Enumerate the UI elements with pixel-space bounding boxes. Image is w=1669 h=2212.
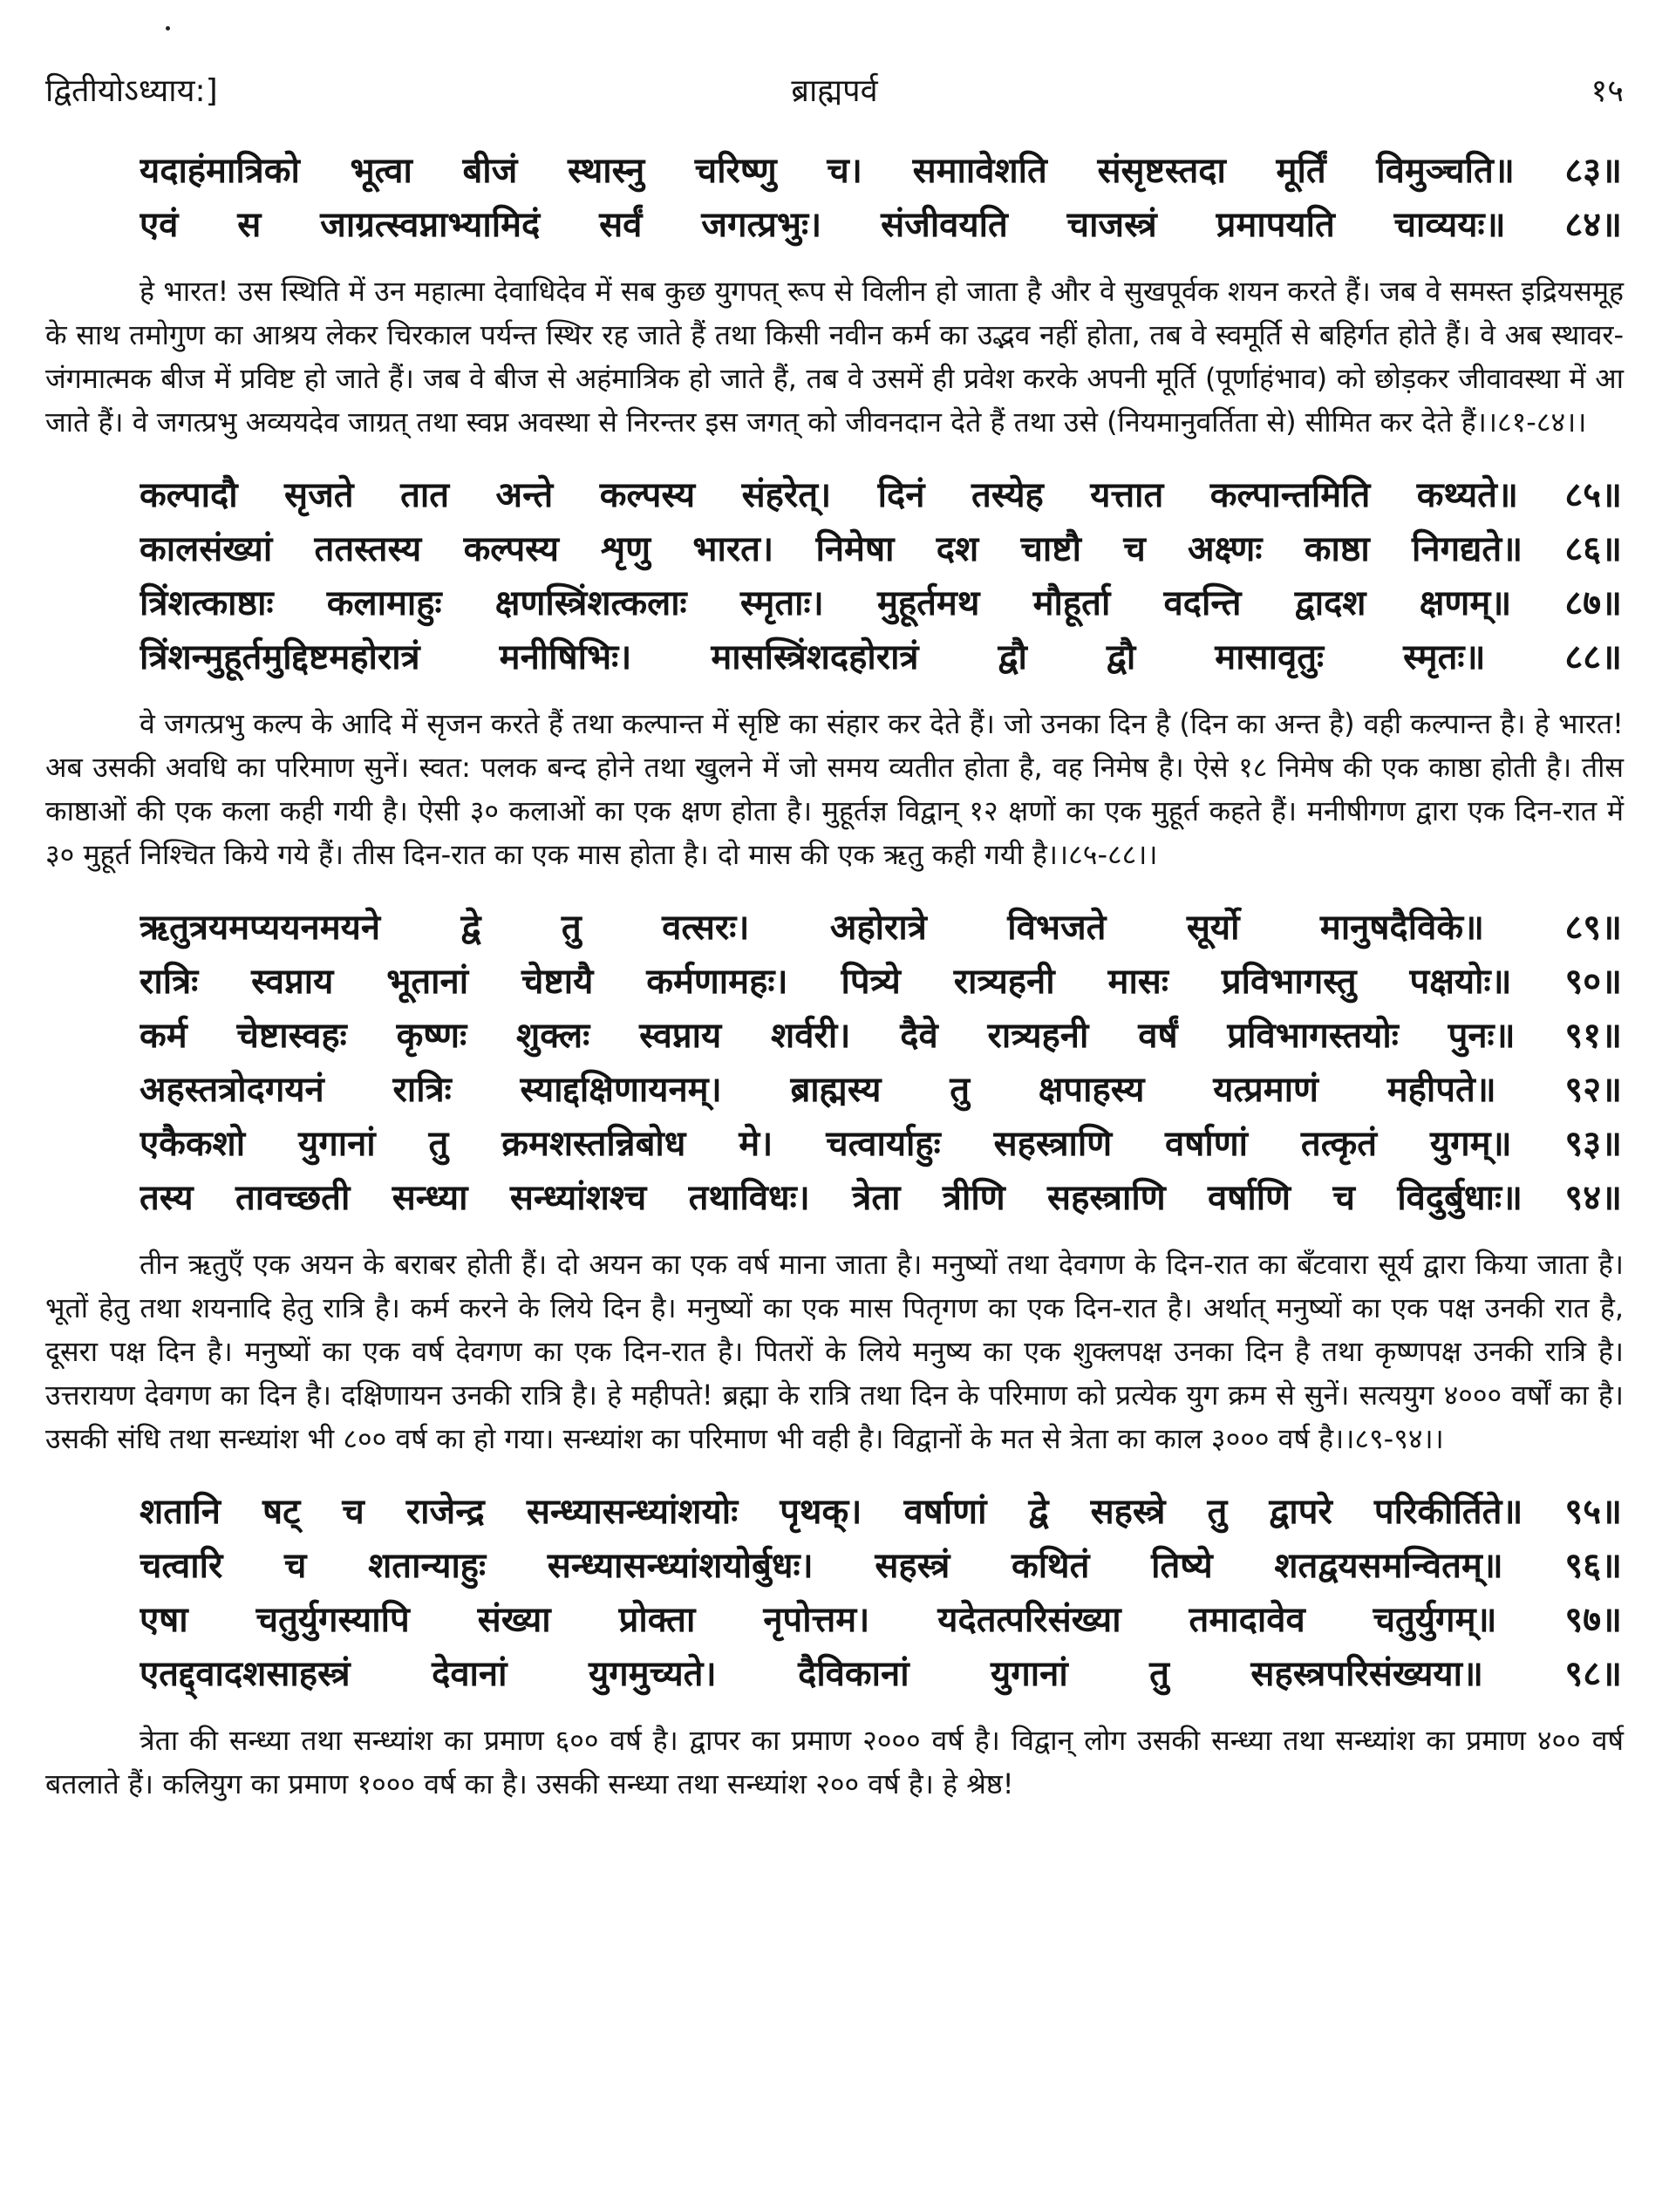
verse-line: कर्म चेष्टास्वहः कृष्णः शुक्लः स्वप्नाय शर्वरी। दैवे रात्र्यहनी वर्षं प्रविभागस्तयोः पुनः॥ ९१॥ bbox=[140, 1016, 1622, 1056]
verse-line: एकैकशो युगानां तु क्रमशस्तन्निबोध मे। चत्वार्याहुः सहस्त्राणि वर्षाणां तत्कृतं युगम्॥ ९३॥ bbox=[140, 1124, 1622, 1164]
verse-block-83-84 bbox=[140, 144, 1622, 252]
verse-line: एषा चतुर्युगस्यापि संख्या प्रोक्ता नृपोत्तम। यदेतत्परिसंख्या तमादावेव चतुर्युगम्॥ ९७॥ bbox=[140, 1600, 1622, 1640]
page-number: १५ bbox=[1591, 73, 1624, 109]
verse-line: त्रिंशन्मुहूर्तमुद्दिष्टमहोरात्रं मनीषिभिः। मासस्त्रिंशदहोरात्रं द्वौ द्वौ मासावृतुः स्मृतः॥ ८८॥ bbox=[140, 637, 1622, 677]
verse-line: ऋतुत्रयमप्ययनमयने द्वे तु वत्सरः। अहोरात्रे विभजते सूर्यो मानुषदैविके॥ ८९॥ bbox=[140, 908, 1622, 948]
verse-line: कालसंख्यां ततस्तस्य कल्पस्य शृणु भारत। निमेषा दश चाष्टौ च अक्ष्णः काष्ठा निगद्यते॥ ८६॥ bbox=[140, 529, 1622, 569]
verse-block-85-88 bbox=[140, 468, 1622, 684]
commentary-81-84: हे भारत! उस स्थिति में उन महात्मा देवाधिदेव में सब कुछ युगपत् रूप से विलीन हो जाता है और वे सुखपूर्वक शयन करते हैं। जब वे समस्त इद्रियसमूह के साथ तमोगुण का आश्रय लेकर चिरकाल पर्यन्त स्थिर रह जाते हैं तथा किसी नवीन कर्म का उद्भव नहीं होता, तब वे स्वमूर्ति से बहिर्गत होते हैं। वे अब स्थावर- जंगमात्मक बीज में प्रविष्ट हो जाते हैं। जब वे बीज से अहंमात्रिक हो जाते हैं, तब वे उसमें ही प्रवेश करके अपनी मूर्ति (पूर्णाहंभाव) को छोड़कर जीवावस्था में आ जाते हैं। वे जगत्प्रभु अव्ययदेव जाग्रत् तथा स्वप्न अवस्था से निरन्तर इस जगत् को जीवनदान देते हैं तथा उसे (नियमानुवर्तिता से) सीमित कर देते हैं।।८१-८४।। bbox=[45, 275, 1624, 439]
verse-line: त्रिंशत्काष्ठाः कलामाहुः क्षणस्त्रिंशत्कलाः स्मृताः। मुहूर्तमथ मौहूर्ता वदन्ति द्वादश क्षणम्॥ ८७॥ bbox=[140, 583, 1622, 623]
verse-line: रात्रिः स्वप्नाय भूतानां चेष्टायै कर्मणामहः। पित्र्ये रात्र्यहनी मासः प्रविभागस्तु पक्षयोः॥ ९०॥ bbox=[140, 962, 1622, 1002]
page-content bbox=[45, 144, 1624, 1806]
verse-block-89-94 bbox=[140, 901, 1622, 1225]
verse-line: यदाहंमात्रिको भूत्वा बीजं स्थास्नु चरिष्णु च। समाावेशति संसृष्टस्तदा मूर्तिं विमुञ्चति॥ ८३॥ bbox=[140, 151, 1622, 191]
verse-line: एवं स जाग्रत्स्वप्नाभ्यामिदं सर्वं जगत्प्रभुः। संजीवयति चाजस्त्रं प्रमापयति चाव्ययः॥ ८४॥ bbox=[140, 205, 1622, 245]
scan-speck bbox=[166, 26, 170, 31]
page-header bbox=[45, 65, 1624, 118]
verse-line: अहस्तत्रोदगयनं रात्रिः स्याद्दक्षिणायनम्। ब्राह्मस्य तु क्षपाहस्य यत्प्रमाणं महीपते॥ ९२॥ bbox=[140, 1070, 1622, 1110]
chapter-heading: द्वितीयोऽध्याय:] bbox=[45, 73, 218, 109]
verse-line: एतद्द्वादशसाहस्त्रं देवानां युगमुच्यते। दैविकानां युगानां तु सहस्त्रपरिसंख्यया॥ ९८॥ bbox=[140, 1654, 1622, 1694]
commentary-95-98: त्रेता की सन्ध्या तथा सन्ध्यांश का प्रमाण ६०० वर्ष है। द्वापर का प्रमाण २००० वर्ष है। विद्वान् लोग उसकी सन्ध्या तथा सन्ध्यांश का प्रमाण ४०० वर्ष बतलाते हैं। कलियुग का प्रमाण १००० वर्ष का है। उसकी सन्ध्या तथा सन्ध्यांश २०० वर्ष है। हे श्रेष्ठ! bbox=[45, 1724, 1624, 1800]
verse-block-95-98 bbox=[140, 1485, 1622, 1701]
verse-line: चत्वारि च शतान्याहुः सन्ध्यासन्ध्यांशयोर्बुधः। सहस्त्रं कथितं तिष्ये शतद्वयसमन्वितम्॥ ९६॥ bbox=[140, 1546, 1622, 1586]
verse-line: तस्य तावच्छती सन्ध्या सन्ध्यांशश्च तथाविधः। त्रेता त्रीणि सहस्त्राणि वर्षाणि च विदुर्बुधाः॥ ९४॥ bbox=[140, 1178, 1622, 1218]
verse-line: कल्पादौ सृजते तात अन्ते कल्पस्य संहरेत्। दिनं तस्येह यत्तात कल्पान्तमिति कथ्यते॥ ८५॥ bbox=[140, 475, 1622, 515]
verse-line: शतानि षट् च राजेन्द्र सन्ध्यासन्ध्यांशयोः पृथक्। वर्षाणां द्वे सहस्त्रे तु द्वापरे परिकीर्तिते॥ ९५॥ bbox=[140, 1492, 1622, 1532]
section-title: ब्राह्मपर्व bbox=[791, 73, 878, 109]
commentary-85-88: वे जगत्प्रभु कल्प के आदि में सृजन करते हैं तथा कल्पान्त में सृष्टि का संहार कर देते हैं। जो उनका दिन है (दिन का अन्त है) वही कल्पान्त है। हे भारत! अब उसकी अवधि का परिमाण सुनें। स्वत: पलक बन्द होने तथा खुलने में जो समय व्यतीत होता है, वह निमेष है। ऐसे १८ निमेष की एक काष्ठा होती है। तीस काष्ठाओं की एक कला कही गयी है। ऐसी ३० कलाओं का एक क्षण होता है। मुहूर्तज्ञ विद्वान् १२ क्षणों का एक मुहूर्त कहते हैं। मनीषीगण द्वारा एक दिन-रात में ३० मुहूर्त निश्चित किये गये हैं। तीस दिन-रात का एक मास होता है। दो मास की एक ऋतु कही गयी है।।८५-८८।। bbox=[45, 707, 1624, 871]
commentary-89-94: तीन ऋतुएँ एक अयन के बराबर होती हैं। दो अयन का एक वर्ष माना जाता है। मनुष्यों तथा देवगण के दिन-रात का बँटवारा सूर्य द्वारा किया जाता है। भूतों हेतु तथा शयनादि हेतु रात्रि है। कर्म करने के लिये दिन है। मनुष्यों का एक मास पितृगण का एक दिन-रात है। अर्थात् मनुष्यों का एक पक्ष उनकी रात है, दूसरा पक्ष दिन है। मनुष्यों का एक वर्ष देवगण का एक दिन-रात है। पितरों के लिये मनुष्य का एक शुक्लपक्ष उनका दिन है तथा कृष्णपक्ष उनकी रात्रि है। उत्तरायण देवगण का दिन है। दक्षिणायन उनकी रात्रि है। हे महीपते! ब्रह्मा के रात्रि तथा दिन के परिमाण को प्रत्येक युग क्रम से सुनें। सत्ययुग ४००० वर्षों का है। उसकी संधि तथा सन्ध्यांश भी ८०० वर्ष का हो गया। सन्ध्यांश का परिमाण भी वही है। विद्वानों के मत से त्रेता का काल ३००० वर्ष है।।८९-९४।। bbox=[45, 1248, 1624, 1455]
